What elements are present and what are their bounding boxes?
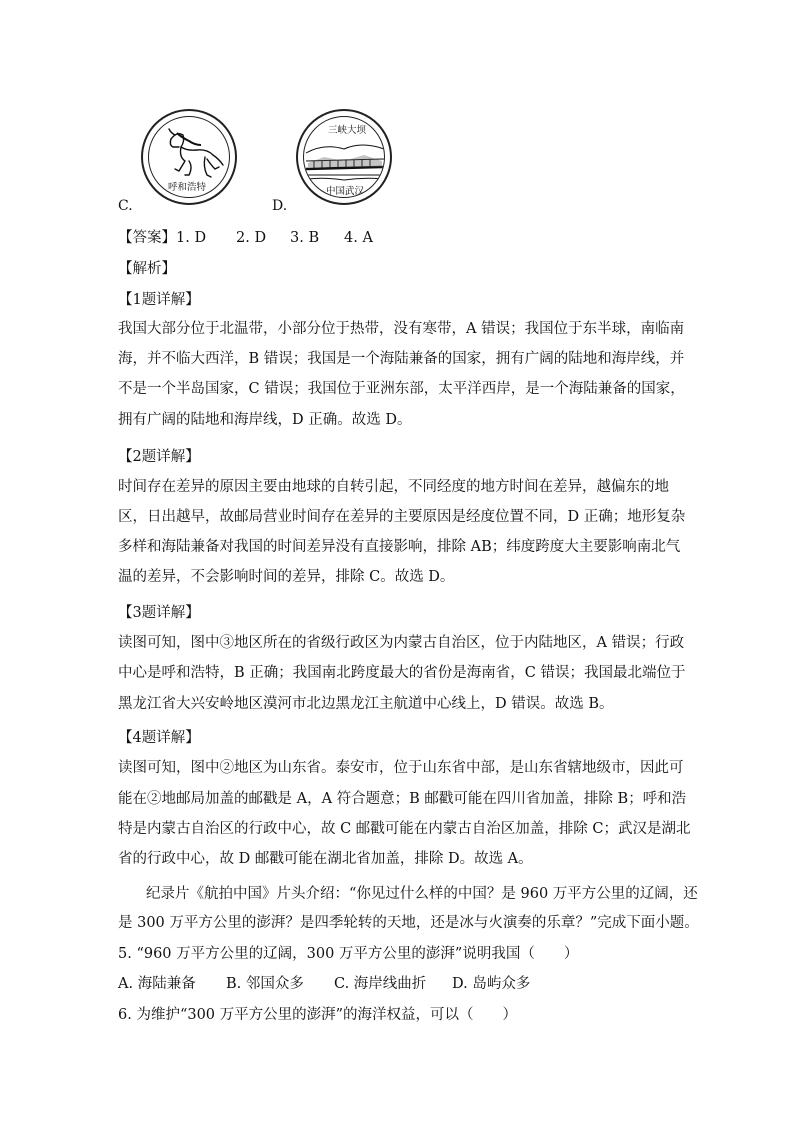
- stamp-c: [141, 109, 237, 205]
- stamp-d-top-caption: 三峡大坝: [328, 125, 367, 136]
- option-c-letter: C.: [118, 198, 133, 214]
- q3-line: 黑龙江省大兴安岭地区漠河市北边黑龙江主航道中心线上，D 错误。故选 B。: [118, 696, 614, 712]
- q2-heading: 【2题详解】: [118, 449, 200, 465]
- q6-stem: 6. 为维护“300 万平方公里的澎湃”的海洋权益，可以（ ）: [118, 1007, 518, 1023]
- stamp-d-bottom-caption: 中国武汉: [326, 186, 365, 197]
- answer-item: 3. B: [290, 230, 320, 246]
- q4-line: 能在②地邮局加盖的邮戳是 A，A 符合题意；B 邮戳可能在四川省加盖，排除 B；呼和浩: [118, 791, 687, 807]
- q2-line: 多样和海陆兼备对我国的时间差异没有直接影响，排除 AB；纬度跨度大主要影响南北气: [118, 539, 681, 555]
- stamp-c-inner-ring: [148, 116, 230, 198]
- stamp-d: [296, 109, 392, 205]
- q5-option-c: C. 海岸线曲折: [334, 976, 427, 992]
- q2-line: 温的差异，不会影响时间的差异，排除 C。故选 D。: [118, 569, 455, 585]
- q5-option-d: D. 岛屿众多: [452, 976, 531, 992]
- q2-line: 时间存在差异的原因主要由地球的自转引起，不同经度的地方时间在差异，越偏东的地: [118, 479, 669, 495]
- passage-line: 纪录片《航拍中国》片头介绍：“你见过什么样的中国？是 960 万平方公里的辽阔，还: [146, 886, 698, 902]
- q5-option-b: B. 邻国众多: [226, 976, 304, 992]
- q1-heading: 【1题详解】: [118, 292, 200, 308]
- answer-item: 2. D: [236, 230, 267, 246]
- q4-line: 特是内蒙古自治区的行政中心，故 C 邮戳可能在内蒙古自治区加盖，排除 C；武汉是湖北: [118, 821, 691, 837]
- q1-line: 不是一个半岛国家，C 错误；我国位于亚洲东部，太平洋西岸，是一个海陆兼备的国家，: [118, 381, 685, 397]
- q4-line: 省的行政中心，故 D 邮戳可能在湖北省加盖，排除 D。故选 A。: [118, 851, 533, 867]
- q3-line: 中心是呼和浩特，B 正确；我国南北跨度最大的省份是海南省，C 错误；我国最北端位于: [118, 665, 686, 681]
- answer-item: 1. D: [176, 230, 207, 246]
- q4-heading: 【4题详解】: [118, 730, 200, 746]
- q5-options: [118, 974, 530, 994]
- option-d-letter: D.: [272, 198, 288, 214]
- q1-line: 我国大部分位于北温带，小部分位于热带，没有寒带，A 错误；我国位于东半球，南临南: [118, 321, 685, 337]
- answer-item: 4. A: [344, 230, 373, 246]
- q3-heading: 【3题详解】: [118, 605, 200, 621]
- q3-line: 读图可知，图中③地区所在的省级行政区为内蒙古自治区，位于内陆地区，A 错误；行政: [118, 635, 685, 651]
- q1-line: 海，并不临大西洋，B 错误；我国是一个海陆兼备的国家，拥有广阔的陆地和海岸线，并: [118, 351, 685, 367]
- passage-line: 是 300 万平方公里的澎湃？是四季轮转的天地，还是冰与火演奏的乐章？”完成下面小题。: [118, 915, 699, 931]
- q2-line: 区，日出越早，故邮局营业时间存在差异的主要原因是经度位置不同，D 正确；地形复杂: [118, 509, 686, 525]
- q4-line: 读图可知，图中②地区为山东省。泰安市，位于山东省中部，是山东省辖地级市，因此可: [118, 760, 684, 776]
- analysis-label: 【解析】: [118, 261, 176, 277]
- q1-line: 拥有广阔的陆地和海岸线，D 正确。故选 D。: [118, 412, 412, 428]
- q5-stem: 5. “960 万平方公里的辽阔，300 万平方公里的澎湃”说明我国（ ）: [118, 946, 579, 962]
- answer-label: 【答案】: [118, 230, 176, 246]
- stamp-d-inner-ring: [303, 116, 385, 198]
- q5-option-a: A. 海陆兼备: [118, 976, 196, 992]
- answer-line: [118, 228, 373, 248]
- stamp-c-caption: 呼和浩特: [168, 182, 207, 193]
